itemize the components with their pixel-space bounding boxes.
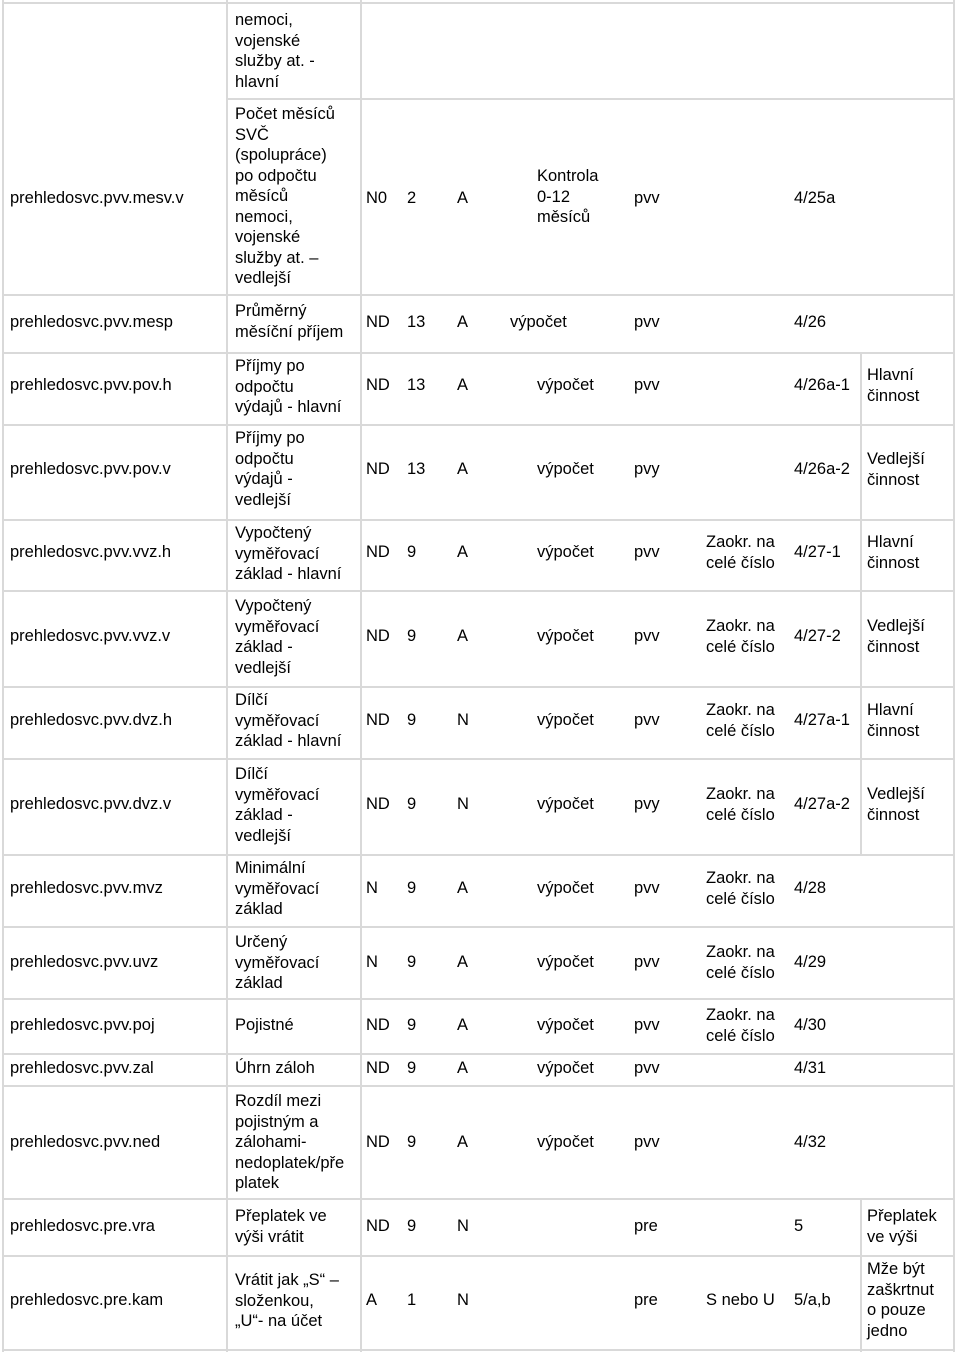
field-flag: A — [457, 460, 469, 478]
field-reference: 5 — [794, 1217, 804, 1235]
field-type: ND — [366, 1016, 390, 1034]
field-reference: 4/31 — [794, 1059, 827, 1077]
field-flag: A — [457, 376, 469, 394]
field-flag: N — [457, 1291, 469, 1309]
field-flag: A — [457, 189, 469, 207]
field-description: Příjmy po odpočtu výdajů - vedlejší — [235, 429, 305, 509]
row-line-4 — [2, 424, 955, 426]
field-name: prehledosvc.pvv.poj — [10, 1016, 155, 1034]
field-reference: 4/26 — [794, 313, 827, 331]
row-line-5 — [2, 519, 955, 521]
field-description: Rozdíl mezi pojistným a zálohami- nedoplatek/pře platek — [235, 1092, 345, 1192]
field-rounding: Zaokr. na celé číslo — [706, 533, 775, 572]
row-line-9 — [2, 854, 955, 856]
field-operation: výpočet — [537, 953, 594, 971]
field-name: prehledosvc.pvv.ned — [10, 1133, 161, 1151]
field-flag: N — [457, 795, 469, 813]
field-name: prehledosvc.pvv.zal — [10, 1059, 154, 1077]
field-description: Příjmy po odpočtu výdajů - hlavní — [235, 357, 342, 416]
field-name: prehledosvc.pvv.vvz.h — [10, 543, 172, 561]
field-name: prehledosvc.pvv.pov.h — [10, 376, 172, 394]
row-line-16 — [2, 1349, 955, 1351]
field-type: ND — [366, 1217, 390, 1235]
field-length: 9 — [407, 795, 417, 813]
field-length: 13 — [407, 376, 426, 394]
field-operation: Kontrola 0-12 měsíců — [537, 167, 599, 226]
field-description: Vypočtený vyměřovací základ - hlavní — [235, 524, 342, 583]
field-reference: 4/26a-2 — [794, 460, 850, 478]
field-length: 9 — [407, 953, 417, 971]
field-operation: výpočet — [510, 313, 567, 331]
field-reference: 4/28 — [794, 879, 827, 897]
field-rounding: Zaokr. na celé číslo — [706, 701, 775, 740]
row-line-15 — [2, 1255, 955, 1257]
field-description: nemoci, vojenské služby at. - hlavní — [235, 11, 315, 91]
field-length: 13 — [407, 460, 426, 478]
field-scope: pvv — [634, 879, 660, 897]
row-line-0 — [2, 2, 955, 4]
field-name: prehledosvc.pre.vra — [10, 1217, 155, 1235]
row-line-10 — [2, 926, 955, 928]
field-length: 9 — [407, 879, 417, 897]
field-flag: A — [457, 1016, 469, 1034]
field-operation: výpočet — [537, 627, 594, 645]
field-name: prehledosvc.pre.kam — [10, 1291, 164, 1309]
row-line-6 — [2, 590, 955, 592]
field-operation: výpočet — [537, 711, 594, 729]
field-note: Přeplatek ve výši — [867, 1207, 937, 1246]
field-rounding: Zaokr. na celé číslo — [706, 785, 775, 824]
field-note: Vedlejší činnost — [867, 450, 925, 489]
grid-line-note-c — [860, 1198, 862, 1352]
field-flag: A — [457, 627, 469, 645]
row-line-2 — [2, 294, 955, 296]
field-operation: výpočet — [537, 879, 594, 897]
field-flag: A — [457, 953, 469, 971]
field-operation: výpočet — [537, 460, 594, 478]
field-scope: pvv — [634, 1133, 660, 1151]
field-type: ND — [366, 376, 390, 394]
field-flag: A — [457, 879, 469, 897]
field-description: Pojistné — [235, 1016, 294, 1034]
field-note: Hlavní činnost — [867, 701, 920, 740]
field-operation: výpočet — [537, 795, 594, 813]
field-name: prehledosvc.pvv.pov.v — [10, 460, 171, 478]
field-type: ND — [366, 711, 390, 729]
field-scope: pvv — [634, 953, 660, 971]
field-name: prehledosvc.pvv.mesp — [10, 313, 173, 331]
field-reference: 4/29 — [794, 953, 827, 971]
field-scope: pvv — [634, 376, 660, 394]
row-line-11 — [2, 998, 955, 1000]
field-scope: pvy — [634, 795, 660, 813]
field-scope: pvv — [634, 1016, 660, 1034]
field-type: A — [366, 1291, 378, 1309]
field-rounding: Zaokr. na celé číslo — [706, 617, 775, 656]
field-scope: pvv — [634, 543, 660, 561]
field-length: 1 — [407, 1291, 417, 1309]
field-type: ND — [366, 543, 390, 561]
field-length: 13 — [407, 313, 426, 331]
field-description: Dílčí vyměřovací základ - hlavní — [235, 691, 342, 750]
field-note: Hlavní činnost — [867, 533, 920, 572]
field-reference: 4/32 — [794, 1133, 827, 1151]
field-type: ND — [366, 1133, 390, 1151]
field-name: prehledosvc.pvv.mvz — [10, 879, 163, 897]
row-line-13 — [2, 1085, 955, 1087]
field-name: prehledosvc.pvv.dvz.h — [10, 711, 173, 729]
field-type: N — [366, 953, 378, 971]
row-line-1 — [226, 98, 955, 100]
field-flag: A — [457, 1133, 469, 1151]
row-line-7 — [2, 686, 955, 688]
field-flag: N — [457, 1217, 469, 1235]
field-operation: výpočet — [537, 1016, 594, 1034]
field-flag: A — [457, 1059, 469, 1077]
field-scope: pvv — [634, 189, 660, 207]
field-operation: výpočet — [537, 1133, 594, 1151]
field-scope: pvv — [634, 711, 660, 729]
field-reference: 4/25a — [794, 189, 836, 207]
row-line-12 — [2, 1053, 955, 1055]
field-rounding: Zaokr. na celé číslo — [706, 869, 775, 908]
field-operation: výpočet — [537, 376, 594, 394]
field-type: N — [366, 879, 378, 897]
field-rounding: Zaokr. na celé číslo — [706, 943, 775, 982]
grid-line-col-1 — [226, 0, 228, 1352]
field-scope: pvv — [634, 627, 660, 645]
field-type: N0 — [366, 189, 388, 207]
field-operation: výpočet — [537, 1059, 594, 1077]
field-scope: pvv — [634, 1059, 660, 1077]
field-reference: 4/26a-1 — [794, 376, 850, 394]
grid-line-right — [953, 0, 955, 1352]
field-description: Počet měsíců SVČ (spolupráce) po odpočtu měsíců nemoci, vojenské služby at. – vedlejší — [235, 105, 335, 287]
field-flag: A — [457, 543, 469, 561]
field-length: 9 — [407, 1217, 417, 1235]
field-length: 9 — [407, 1059, 417, 1077]
field-description: Vrátit jak „S“ – složenkou, „U“- na účet — [235, 1271, 339, 1330]
field-flag: N — [457, 711, 469, 729]
field-length: 9 — [407, 543, 417, 561]
field-name: prehledosvc.pvv.dvz.v — [10, 795, 172, 813]
field-length: 9 — [407, 1016, 417, 1034]
field-type: ND — [366, 627, 390, 645]
field-reference: 4/27-2 — [794, 627, 841, 645]
field-rounding: S nebo U — [706, 1291, 775, 1309]
field-description: Dílčí vyměřovací základ - vedlejší — [235, 765, 320, 845]
row-line-3 — [2, 352, 955, 354]
field-reference: 4/27a-2 — [794, 795, 850, 813]
field-name: prehledosvc.pvv.mesv.v — [10, 189, 184, 207]
field-description: Úhrn záloh — [235, 1059, 315, 1077]
field-description: Přeplatek ve výši vrátit — [235, 1207, 327, 1246]
field-scope: pre — [634, 1217, 658, 1235]
field-description: Minimální vyměřovací základ — [235, 859, 320, 918]
field-reference: 5/a,b — [794, 1291, 831, 1309]
field-flag: A — [457, 313, 469, 331]
row-line-8 — [2, 758, 955, 760]
field-rounding: Zaokr. na celé číslo — [706, 1006, 775, 1045]
field-reference: 4/27a-1 — [794, 711, 850, 729]
field-operation: výpočet — [537, 543, 594, 561]
field-type: ND — [366, 795, 390, 813]
row-line-14 — [2, 1198, 955, 1200]
grid-line-note-a — [860, 352, 862, 519]
field-length: 9 — [407, 1133, 417, 1151]
grid-line-left — [2, 0, 4, 1352]
field-description: Určený vyměřovací základ — [235, 933, 320, 992]
field-scope: pvy — [634, 460, 660, 478]
field-length: 9 — [407, 627, 417, 645]
field-reference: 4/30 — [794, 1016, 827, 1034]
field-type: ND — [366, 1059, 390, 1077]
field-type: ND — [366, 460, 390, 478]
field-scope: pvv — [634, 313, 660, 331]
field-description: Vypočtený vyměřovací základ - vedlejší — [235, 597, 320, 677]
field-note: Vedlejší činnost — [867, 617, 925, 656]
field-description: Průměrný měsíční příjem — [235, 302, 344, 341]
field-name: prehledosvc.pvv.vvz.v — [10, 627, 171, 645]
grid-line-col-2 — [360, 0, 362, 1352]
field-note: Vedlejší činnost — [867, 785, 925, 824]
field-name: prehledosvc.pvv.uvz — [10, 953, 159, 971]
field-note: Hlavní činnost — [867, 366, 920, 405]
field-note: Mže být zaškrtnut o pouze jedno — [867, 1260, 934, 1340]
field-reference: 4/27-1 — [794, 543, 841, 561]
field-length: 9 — [407, 711, 417, 729]
field-scope: pre — [634, 1291, 658, 1309]
field-length: 2 — [407, 189, 417, 207]
field-type: ND — [366, 313, 390, 331]
